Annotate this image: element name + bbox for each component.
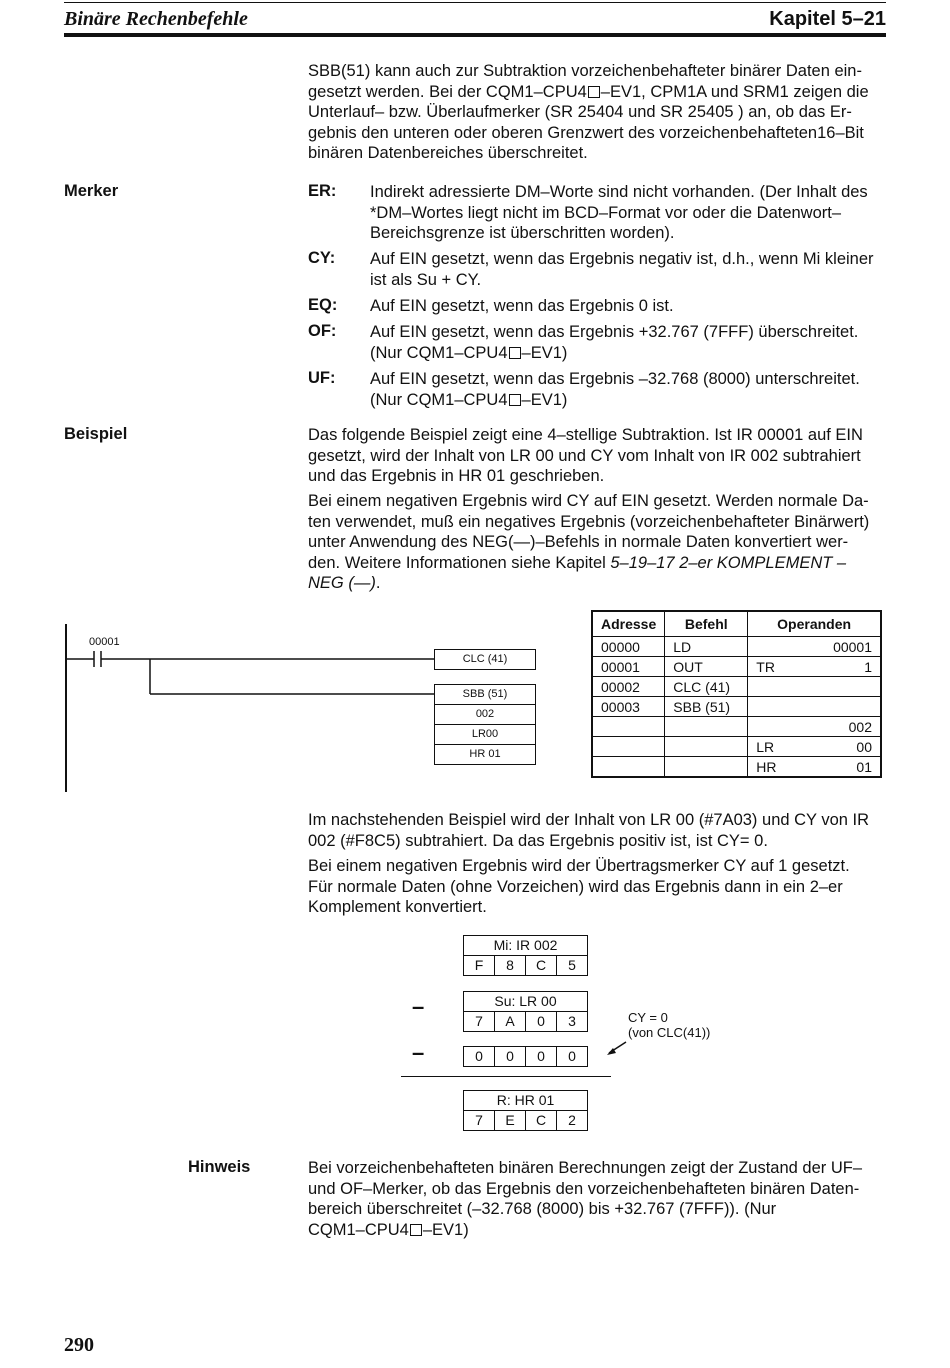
carry-note: CY = 0 (von CLC(41))	[628, 1010, 711, 1040]
box-symbol-icon	[588, 86, 600, 98]
box-symbol-icon	[509, 394, 521, 406]
subtrahend-register: Su: LR 00 7 A 0 3	[463, 991, 588, 1032]
eq-text: Auf EIN gesetzt, wenn das Ergebnis 0 ist.	[370, 297, 674, 315]
minus-sign: –	[412, 1040, 425, 1065]
chapter-label: Kapitel 5–21	[769, 8, 886, 30]
beispiel-heading: Beispiel	[64, 425, 128, 443]
eq-label: EQ:	[308, 296, 338, 314]
of-text: Auf EIN gesetzt, wenn das Ergebnis +32.767 (7FFF) überschreitet. (Nur CQM1–CPU4 –EV1)	[370, 323, 859, 362]
table-row: 002	[592, 717, 881, 737]
asterisk-icon: *	[370, 203, 377, 222]
result-register: R: HR 01 7 E C 2	[463, 1090, 588, 1131]
example2-paragraph-2: Bei einem negativen Ergebnis wird der Übertragsmerker CY auf 1 gesetzt. Für normale Daten (ohne Vorzeichen) wird das Ergebnis dann in ein 2–er Komplement konvertiert.	[308, 857, 850, 916]
box-symbol-icon	[509, 347, 521, 359]
table-row: 00001 OUT TR 1	[592, 657, 881, 677]
beispiel-paragraph-2: Bei einem negativen Ergebnis wird CY auf EIN gesetzt. Werden normale Da- ten verwendet, muß ein negatives Ergebnis (vorzeichenbehafteter Binärwert) unter Anwendung des NEG(—)–Befehls in normale Daten konvertiert wer- den. Weitere Informationen siehe Kapitel 5–19–17 2–er KOMPLEMENT – NEG (—).	[308, 492, 870, 592]
hinweis-paragraph: Bei vorzeichenbehafteten binären Berechnungen zeigt der Zustand der UF– und OF–Merker, ob das Ergebnis den vorzeichenbehafteten binären Daten- bereich überschreitet (–32.768 (8000) bis +32.767 (7FFF)). (Nur CQM1–CPU4 –EV1)	[308, 1159, 863, 1239]
sbb-instruction-box: SBB (51) 002 LR00 HR 01	[434, 684, 536, 765]
table-header-row: Adresse Befehl Operanden	[592, 611, 881, 637]
table-row: 00003 SBB (51)	[592, 697, 881, 717]
contact-address: 00001	[89, 636, 120, 648]
box-symbol-icon	[410, 1224, 422, 1236]
merker-heading: Merker	[64, 182, 119, 200]
cy-label: CY:	[308, 249, 336, 267]
table-row: 00002 CLC (41)	[592, 677, 881, 697]
cy-text: Auf EIN gesetzt, wenn das Ergebnis negativ ist, d.h., wenn Mi kleiner ist als Su + CY.	[370, 250, 874, 289]
chapter-reference-cont: NEG (—)	[308, 574, 376, 592]
er-text: Indirekt adressierte DM–Worte sind nicht vorhanden. (Der Inhalt des *DM–Wortes liegt nicht im BCD–Format vor oder die Datenwort– Bereichsgrenze ist überschritten worden).	[370, 183, 868, 242]
clc-instruction-box: CLC (41)	[434, 649, 536, 670]
minus-sign: –	[412, 994, 425, 1019]
example2-paragraph-1: Im nachstehenden Beispiel wird der Inhalt von LR 00 (#7A03) und CY von IR 002 (#F8C5) subtrahiert. Da das Ergebnis positiv ist, ist CY= 0.	[308, 811, 870, 850]
arrow-icon	[604, 1038, 630, 1058]
hinweis-heading: Hinweis	[188, 1158, 251, 1176]
intro-paragraph: SBB(51) kann auch zur Subtraktion vorzeichenbehafteter binärer Daten ein- gesetzt werden. Bei der CQM1–CPU4 –EV1, CPM1A und SRM1 zeigen die Unterlauf– bzw. Überlaufmerker (SR 25404 und SR 25405 ) an, ob das Er- gebnis den unteren oder oberen Grenzwert des vorzeichenbehafteten16–Bit binären Datenbereiches überschreitet.	[308, 62, 869, 162]
table-row: LR 00	[592, 737, 881, 757]
carry-register: 0 0 0 0	[463, 1046, 588, 1067]
table-row: HR 01	[592, 757, 881, 778]
result-divider	[401, 1076, 611, 1077]
uf-label: UF:	[308, 369, 336, 387]
beispiel-paragraph-1: Das folgende Beispiel zeigt eine 4–stellige Subtraktion. Ist IR 00001 auf EIN gesetzt, wird der Inhalt von LR 00 und CY vom Inhalt von IR 002 subtrahiert und das Ergebnis in HR 01 geschrieben.	[308, 426, 863, 485]
uf-text: Auf EIN gesetzt, wenn das Ergebnis –32.768 (8000) unterschreitet. (Nur CQM1–CPU4 –EV1)	[370, 370, 860, 409]
page-number: 290	[64, 1334, 94, 1356]
of-label: OF:	[308, 322, 337, 340]
er-label: ER:	[308, 182, 337, 200]
header-rule	[64, 33, 886, 37]
chapter-reference: 5–19–17 2–er KOMPLEMENT –	[610, 553, 847, 572]
minuend-register: Mi: IR 002 F 8 C 5	[463, 935, 588, 976]
table-row: 00000 LD 00001	[592, 637, 881, 657]
mnemonic-table	[591, 610, 882, 778]
header-top-rule	[64, 2, 886, 3]
section-title: Binäre Rechenbefehle	[64, 8, 248, 30]
